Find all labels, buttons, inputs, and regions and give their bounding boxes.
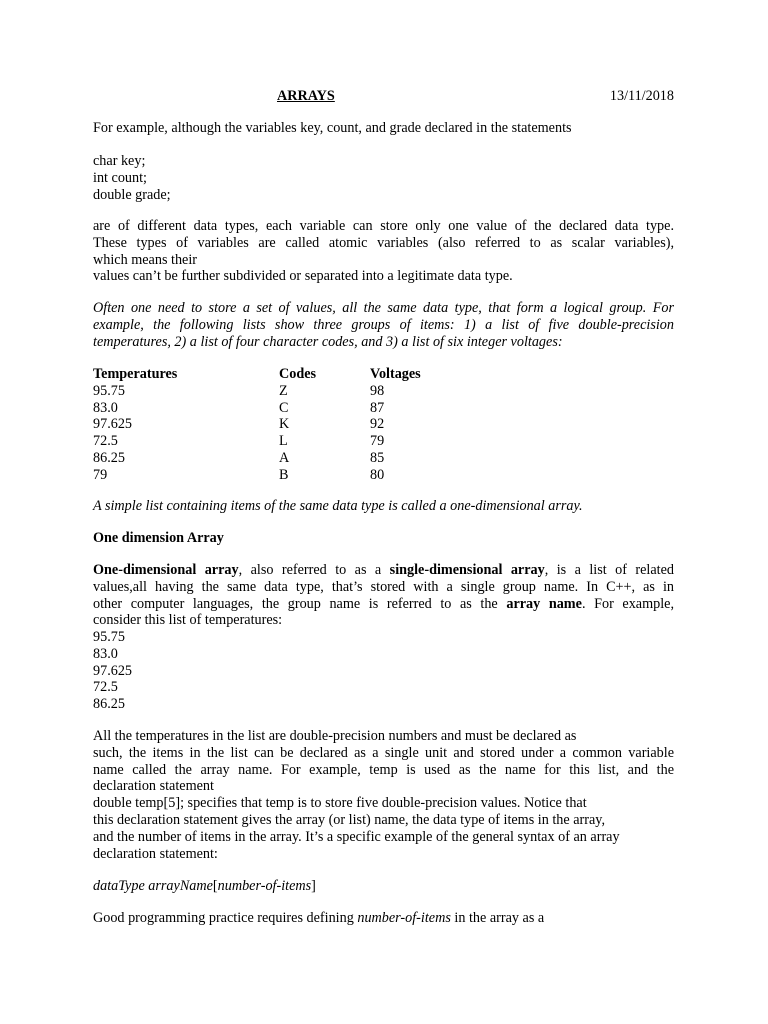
column-header: Codes: [279, 366, 317, 382]
list-item: 95.75: [93, 629, 125, 645]
table-row: 79 B 80: [93, 466, 385, 483]
atomic-variables-paragraph: are of different data types, each variable can store only one value of the declared data type. These types of variables are called atomic variables (also referred to as scalar variables), which means their values can’t be further subdivided or separated into a legitimate data type.: [93, 218, 674, 285]
date-label: 13/11/2018: [609, 88, 674, 104]
code-line: double grade;: [93, 186, 171, 203]
syntax-line: dataType arrayName[number-of-items]: [93, 878, 316, 894]
table-row: 95.75 Z 98: [93, 382, 385, 399]
section-heading: One dimension Array: [93, 530, 224, 546]
values-table: [93, 366, 493, 484]
table-header-row: [93, 366, 493, 383]
table-row: 83.0 C 87: [93, 399, 385, 416]
page-title: ARRAYS: [277, 88, 335, 104]
table-row: 86.25 A 85: [93, 449, 385, 466]
list-item: 86.25: [93, 696, 125, 713]
table-row: 72.5 L 79: [93, 433, 385, 450]
column-header: Voltages: [370, 366, 421, 382]
code-line: int count;: [93, 169, 147, 186]
code-line: char key;: [93, 153, 146, 169]
definition-sentence: A simple list containing items of the same data type is called a one-dimensional array.: [93, 498, 583, 514]
closing-paragraph: Good programming practice requires defining number-of-items in the array as a: [93, 910, 545, 926]
table-row: 97.625 K 92: [93, 416, 385, 433]
list-item: 97.625: [93, 662, 133, 679]
one-dimensional-paragraph: One-dimensional array, also referred to as a single-dimensional array, is a list of related values,all having the same data type, that’s stored with a single group name. In C++, as in other computer languages, the group name is referred to as the array name. For example, consider this list of temperatures:: [93, 562, 674, 629]
list-item: 83.0: [93, 645, 118, 662]
intro-paragraph: For example, although the variables key, count, and grade declared in the statements: [93, 120, 572, 136]
declaration-paragraph: All the temperatures in the list are double-precision numbers and must be declared as such, the items in the list can be declared as a single unit and stored under a common variable name called the array name. For example, temp is used as the name for this list, and the declaration statement double temp[5]; specifies that temp is to store five double-precision values. Notice that this declaration statement gives the array (or list) name, the data type of items in the array, and the number of items in the array. It’s a specific example of the general syntax of an array declaration statement:: [93, 728, 674, 862]
column-header: Temperatures: [93, 366, 178, 382]
logical-group-paragraph: Often one need to store a set of values, all the same data type, that form a logical group. For example, the following lists show three groups of items: 1) a list of five double-precision temperatures, 2) a list of four character codes, and 3) a list of six integer voltages:: [93, 300, 674, 350]
code-example: [93, 153, 674, 203]
temperature-list: [93, 629, 674, 713]
list-item: 72.5: [93, 679, 118, 696]
